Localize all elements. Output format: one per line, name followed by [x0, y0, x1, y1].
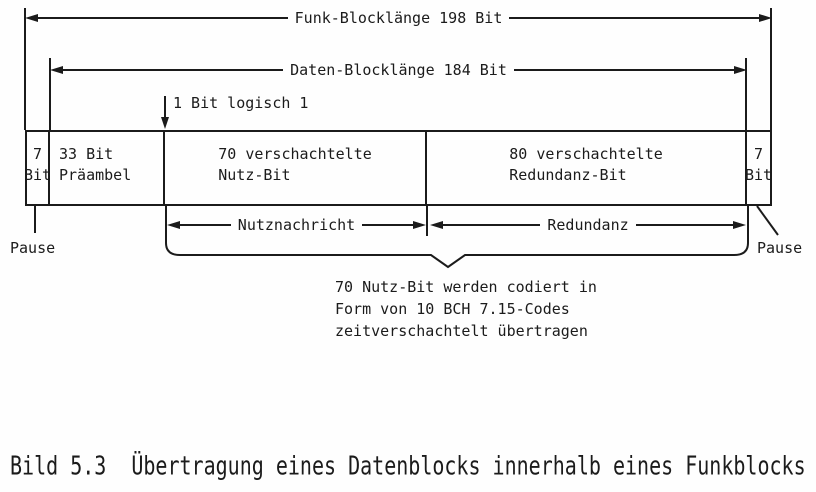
arrowhead-left-icon — [167, 221, 180, 229]
cell-text: Präambel — [59, 166, 132, 184]
brace-note-line: zeitverschachtelt übertragen — [335, 322, 588, 340]
arrowhead-right-icon — [759, 14, 772, 22]
funk-blocklaenge-label: Funk-Blocklänge 198 Bit — [294, 9, 503, 27]
dimension-line — [514, 69, 734, 71]
pause-label-right: Pause — [757, 239, 803, 257]
cell-praeambel — [50, 132, 165, 204]
data-block-box — [25, 130, 772, 206]
cell-pause-bits-right — [744, 132, 773, 204]
funk-extension-line-right — [770, 8, 772, 130]
daten-blocklaenge-label: Daten-Blocklänge 184 Bit — [290, 61, 507, 79]
cell-text: 33 Bit — [59, 145, 114, 163]
dimension-line — [362, 224, 413, 226]
cell-text: 70 verschachtelte — [218, 145, 372, 163]
arrowhead-left-icon — [50, 66, 63, 74]
cell-redundanz-bit — [427, 132, 747, 204]
brace-note-line: 70 Nutz-Bit werden codiert in — [335, 278, 597, 296]
redundanz-dimension — [430, 217, 746, 233]
cell-text: Bit — [23, 166, 52, 184]
brace-note — [335, 276, 597, 342]
dimension-line — [509, 17, 759, 19]
daten-blocklaenge-dimension — [50, 62, 747, 78]
pause-label-left: Pause — [10, 239, 56, 257]
cell-pause-bits-left — [23, 132, 52, 204]
dimension-line — [443, 224, 540, 226]
dimension-line — [180, 224, 231, 226]
figure-number: Bild 5.3 — [10, 450, 107, 482]
arrowhead-right-icon — [413, 221, 426, 229]
dimension-line — [636, 224, 733, 226]
funk-extension-line-left — [24, 8, 26, 130]
dimension-line — [38, 17, 288, 19]
cell-nutz-bit — [165, 132, 427, 204]
divider-extension-line — [426, 205, 428, 236]
arrowhead-left-icon — [25, 14, 38, 22]
cell-text: Bit — [744, 166, 773, 184]
figure-title: Übertragung eines Datenblocks innerhalb eines Funkblocks — [131, 450, 806, 482]
one-bit-annotation: 1 Bit logisch 1 — [173, 94, 309, 112]
cell-text: 80 verschachtelte — [509, 145, 663, 163]
figure-caption — [10, 450, 806, 481]
nutznachricht-dimension — [167, 217, 426, 233]
nutznachricht-label: Nutznachricht — [237, 216, 356, 234]
redundanz-label: Redundanz — [547, 216, 629, 234]
cell-text: Nutz-Bit — [218, 166, 291, 184]
arrowhead-right-icon — [733, 221, 746, 229]
arrowhead-down-icon — [161, 117, 169, 129]
cell-text: 7 — [32, 145, 43, 163]
pause-right-leader-line — [757, 206, 778, 235]
under-brace — [166, 205, 748, 267]
cell-text: Redundanz-Bit — [509, 166, 627, 184]
arrowhead-right-icon — [734, 66, 747, 74]
brace-note-line: Form von 10 BCH 7.15-Codes — [335, 300, 570, 318]
cell-text: 7 — [753, 145, 764, 163]
arrowhead-left-icon — [430, 221, 443, 229]
dimension-line — [63, 69, 283, 71]
funk-blocklaenge-dimension — [25, 10, 772, 26]
